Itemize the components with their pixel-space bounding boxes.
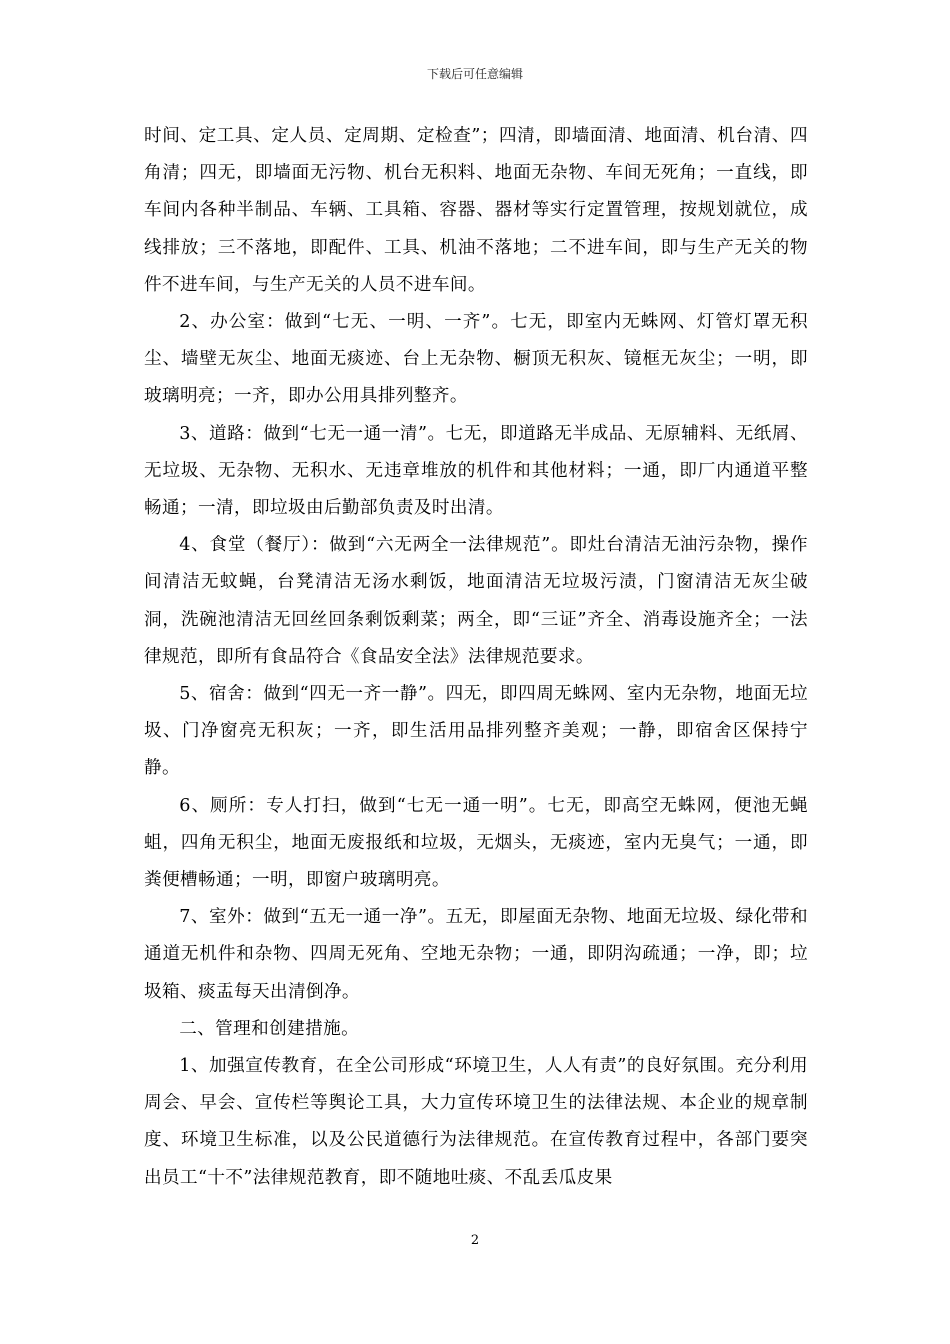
page-header: 下载后可任意编辑 [426, 67, 523, 81]
paragraph-outdoor: 7、室外：做到“五无一通一净”。五无，即屋面无杂物、地面无垃圾、绿化带和通道无机件和杂物、四周无死角、空地无杂物；一通，即阴沟疏通；一净，即；垃圾箱、痰盂每天出清倒净。 [144, 907, 808, 1002]
section-heading-measures: 二、管理和创建措施。 [179, 1018, 360, 1039]
page-number: 2 [470, 1233, 480, 1248]
paragraph-toilet: 6、厕所：专人打扫，做到“七无一通一明”。七无，即高空无蛛网，便池无蝇蛆，四角无积尘，地面无废报纸和垃圾，无烟头，无痰迹，室内无臭气；一通，即粪便槽畅通；一明，即窗户玻璃明亮。 [144, 795, 808, 891]
paragraph-office: 2、办公室：做到“七无、一明、一齐”。七无，即室内无蛛网、灯管灯罩无积尘、墙壁无灰尘、地面无痰迹、台上无杂物、橱顶无积灰、镜框无灰尘；一明，即玻璃明亮；一齐，即办公用具排列整齐。 [144, 312, 808, 407]
document-body [144, 118, 808, 1197]
paragraph-publicity: 1、加强宣传教育，在全公司形成“环境卫生，人人有责”的良好氛围。充分利用周会、早会、宣传栏等舆论工具，大力宣传环境卫生的法律法规、本企业的规章制度、环境卫生标准，以及公民道德行为法律规范。在宣传教育过程中，各部门要突出员工“十不”法律规范教育，即不随地吐痰、不乱丢瓜皮果 [144, 1056, 808, 1188]
paragraph-continued: 时间、定工具、定人员、定周期、定检查”；四清，即墙面清、地面清、机台清、四角清；四无，即墙面无污物、机台无积料、地面无杂物、车间无死角；一直线，即车间内各种半制品、车辆、工具箱、容器、器材等实行定置管理，按规划就位，成线排放；三不落地，即配件、工具、机油不落地；二不进车间，即与生产无关的物件不进车间，与生产无关的人员不进车间。 [144, 126, 808, 295]
paragraph-road: 3、道路：做到“七无一通一清”。七无，即道路无半成品、无原辅料、无纸屑、无垃圾、无杂物、无积水、无违章堆放的机件和其他材料；一通，即厂内通道平整畅通；一清，即垃圾由后勤部负责及时出清。 [144, 423, 808, 519]
paragraph-dormitory: 5、宿舍：做到“四无一齐一静”。四无，即四周无蛛网、室内无杂物，地面无垃圾、门净窗亮无积灰；一齐，即生活用品排列整齐美观；一静，即宿舍区保持宁静。 [144, 684, 808, 779]
paragraph-canteen: 4、食堂（餐厅）：做到“六无两全一法律规范”。即灶台清洁无油污杂物，操作间清洁无蚊蝇，台凳清洁无汤水剩饭，地面清洁无垃圾污渍，门窗清洁无灰尘破洞，洗碗池清洁无回丝回条剩饭剩菜；两全，即“三证”齐全、消毒设施齐全；一法律规范，即所有食品符合《食品安全法》法律规范要求。 [144, 535, 808, 667]
